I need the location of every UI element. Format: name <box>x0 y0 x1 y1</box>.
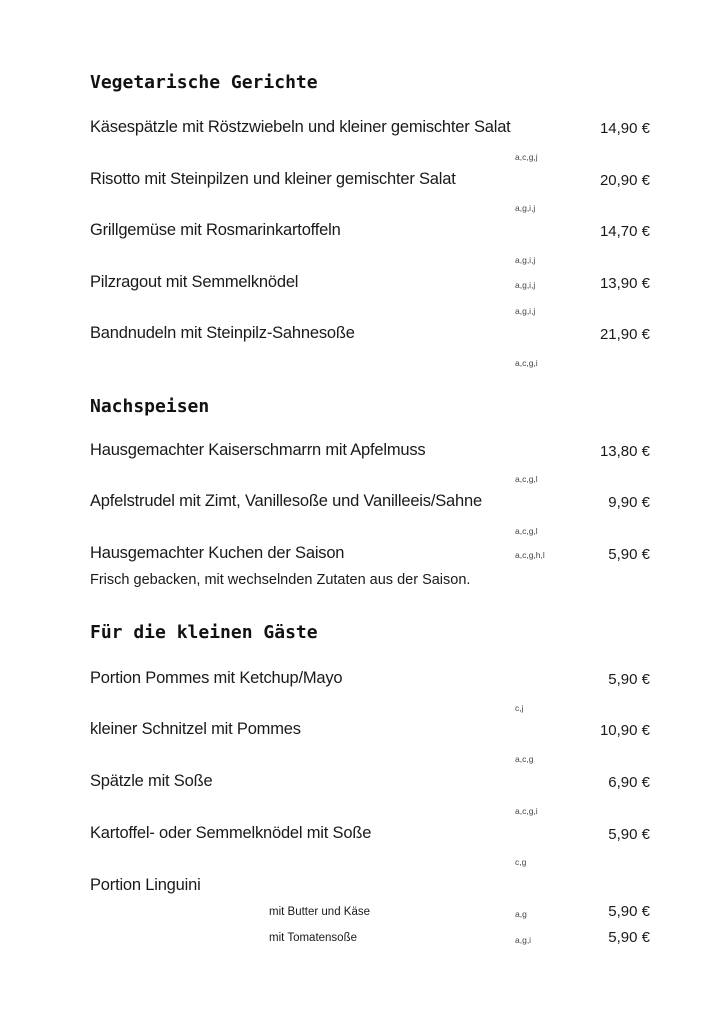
menu-item-price: 14,90 € <box>599 120 650 137</box>
menu-item-name: Bandnudeln mit Steinpilz-Sahnesoße <box>90 324 355 342</box>
allergen-codes-inline: a,c,g,h,l <box>515 550 545 560</box>
section-heading-kinder: Für die kleinen Gäste <box>90 622 318 643</box>
menu-variant-price: 5,90 € <box>608 903 650 920</box>
menu-item-price: 6,90 € <box>608 774 650 791</box>
allergen-codes: a,c,g,l <box>515 474 538 484</box>
menu-item-price: 9,90 € <box>608 494 650 511</box>
menu-item-name: kleiner Schnitzel mit Pommes <box>90 720 301 738</box>
menu-item-price: 21,90 € <box>599 326 650 343</box>
menu-item-name: Portion Linguini <box>90 876 201 894</box>
allergen-codes: a,c,g <box>515 754 534 764</box>
allergen-codes: a,c,g,l <box>515 526 538 536</box>
allergen-codes: a,c,g,i <box>515 358 538 368</box>
menu-item-price: 13,80 € <box>599 443 650 460</box>
menu-item-name: Kartoffel- oder Semmelknödel mit Soße <box>90 824 372 842</box>
menu-item-description: Frisch gebacken, mit wechselnden Zutaten aus der Saison. <box>90 572 471 588</box>
allergen-codes-inline: a,g,i,j <box>515 280 536 290</box>
menu-item-name: Spätzle mit Soße <box>90 772 213 790</box>
allergen-codes: c,j <box>515 703 524 713</box>
menu-item-name: Portion Pommes mit Ketchup/Mayo <box>90 669 343 687</box>
menu-item-name: Hausgemachter Kuchen der Saison <box>90 544 345 562</box>
menu-item-price: 5,90 € <box>608 826 650 843</box>
section-heading-nachspeisen: Nachspeisen <box>90 396 210 417</box>
allergen-codes: a,c,g,i <box>515 806 538 816</box>
menu-item-price: 5,90 € <box>608 546 650 563</box>
menu-item-name: Grillgemüse mit Rosmarinkartoffeln <box>90 221 341 239</box>
allergen-codes: a,g,i,j <box>515 306 536 316</box>
menu-variant-name: mit Tomatensoße <box>269 932 357 944</box>
menu-item-name: Pilzragout mit Semmelknödel <box>90 273 299 291</box>
menu-item-name: Risotto mit Steinpilzen und kleiner gemischter Salat <box>90 170 456 188</box>
allergen-codes: a,c,g,j <box>515 152 538 162</box>
menu-item-price: 13,90 € <box>599 275 650 292</box>
menu-item-price: 5,90 € <box>608 671 650 688</box>
menu-item-price: 14,70 € <box>599 223 650 240</box>
menu-item-name: Hausgemachter Kaiserschmarrn mit Apfelmuss <box>90 441 426 459</box>
menu-item-name: Apfelstrudel mit Zimt, Vanillesoße und Vanilleeis/Sahne <box>90 492 482 510</box>
section-heading-vegetarische-gerichte: Vegetarische Gerichte <box>90 72 318 93</box>
allergen-codes: a,g,i,j <box>515 203 536 213</box>
allergen-codes-inline: a,g,i <box>515 935 532 945</box>
allergen-codes-inline: a,g <box>515 909 527 919</box>
allergen-codes: a,g,i,j <box>515 255 536 265</box>
menu-variant-name: mit Butter und Käse <box>269 906 370 918</box>
menu-variant-price: 5,90 € <box>608 929 650 946</box>
allergen-codes: c,g <box>515 857 527 867</box>
menu-item-name: Käsespätzle mit Röstzwiebeln und kleiner gemischter Salat <box>90 118 511 136</box>
menu-item-price: 20,90 € <box>599 172 650 189</box>
menu-item-price: 10,90 € <box>599 722 650 739</box>
